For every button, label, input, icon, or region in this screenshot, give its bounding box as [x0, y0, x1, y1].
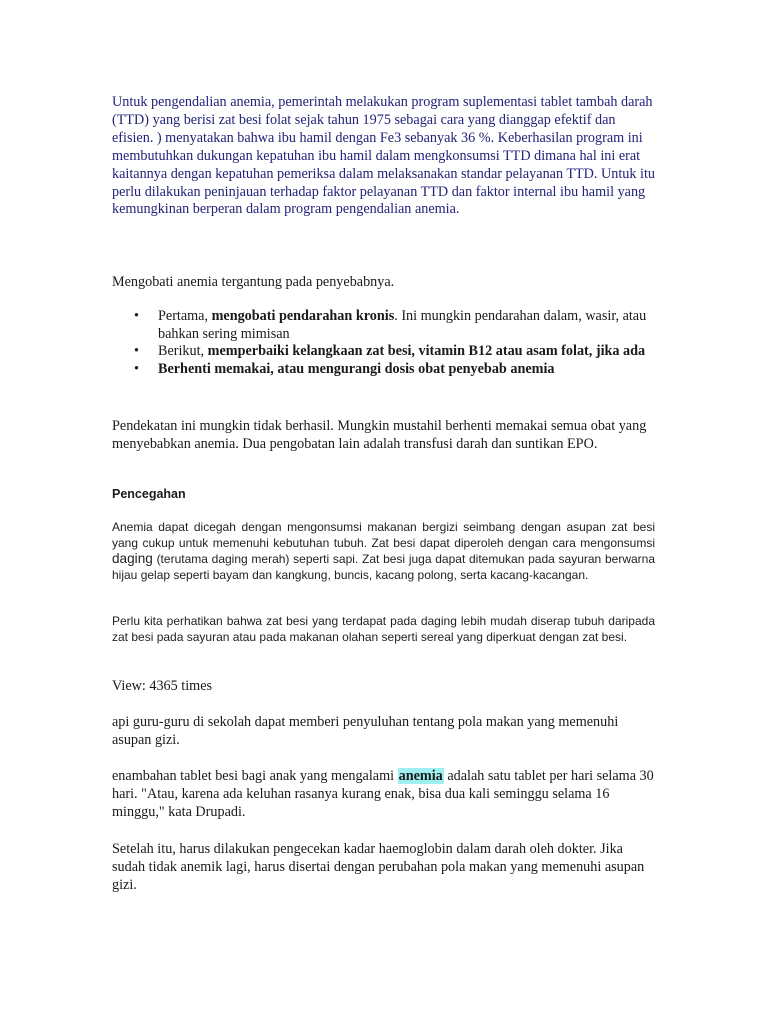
- list-item: [112, 343, 657, 361]
- step-suffix: . Ini mungkin pendarahan dalam, wasir, atau bahkan sering mimisan: [158, 308, 647, 342]
- tablet-paragraph: [112, 767, 657, 822]
- prevention-paragraph-1: [112, 520, 655, 583]
- step-prefix: Berikut,: [158, 343, 208, 359]
- prevention-heading: Pencegahan: [112, 487, 186, 501]
- step-bold-text: Berhenti memakai, atau mengurangi dosis obat penyebab anemia: [158, 360, 555, 377]
- tablet-text-after: adalah satu tablet per hari selama 30 hari. "Atau, karena ada keluhan rasanya kurang enak, bisa dua kali seminggu selama 16 minggu," kata Drupadi.: [112, 768, 654, 821]
- prevention-paragraph-2: Perlu kita perhatikan bahwa zat besi yang terdapat pada daging lebih mudah diserap tubuh daripada zat besi pada sayuran atau pada makanan olahan seperti sereal yang diperkuat dengan zat besi.: [112, 614, 655, 644]
- step-bold-text: mengobati pendarahan kronis: [211, 308, 395, 324]
- treatment-steps-list: [112, 308, 657, 378]
- guru-paragraph: api guru-guru di sekolah dapat memberi penyuluhan tentang pola makan yang memenuhi asupan gizi.: [112, 714, 619, 749]
- prevention-text-after: (terutama daging merah) seperti sapi. Zat besi juga dapat ditemukan pada sayuran berwarna hijau gelap seperti bayam dan kangkung, buncis, kacang polong, serta kacang-kacangan.: [112, 552, 655, 582]
- list-item: [112, 308, 657, 343]
- setelah-paragraph: Setelah itu, harus dilakukan pengecekan kadar haemoglobin dalam darah oleh dokter. Jika sudah tidak anemik lagi, harus disertai dengan perubahan pola makan yang memenuhi asupan gizi.: [112, 841, 645, 894]
- approach-paragraph: Pendekatan ini mungkin tidak berhasil. Mungkin mustahil berhenti memakai semua obat yang menyebabkan anemia. Dua pengobatan lain adalah transfusi darah dan suntikan EPO.: [112, 418, 647, 453]
- view-count: View: 4365 times: [112, 678, 213, 694]
- step-prefix: Pertama,: [158, 308, 212, 324]
- prevention-text-before: Anemia dapat dicegah dengan mengonsumsi makanan bergizi seimbang dengan asupan zat besi yang cukup untuk memenuhi kebutuhan tubuh. Zat besi dapat diperoleh dengan cara mengonsumsi: [112, 520, 655, 550]
- intro-paragraph: Untuk pengendalian anemia, pemerintah melakukan program suplementasi tablet tambah darah (TTD) yang berisi zat besi folat sejak tahun 1975 sebagai cara yang dianggap efektif dan efisien. ) menyatakan bahwa ibu hamil dengan Fe3 sebanyak 36 %. Keberhasilan program ini membutuhkan dukungan kepatuhan ibu hamil dalam mengkonsumsi TTD dimana hal ini erat kaitannya dengan kepatuhan pemeriksa dalam melaksanakan standar pelayanan TTD. Untuk itu perlu dilakukan peninjauan terhadap faktor pelayanan TTD dan faktor internal ibu hamil yang kemungkinan berperan dalam program pengendalian anemia.: [112, 94, 656, 218]
- bullet-icon: •: [134, 343, 139, 359]
- treatment-lead-text: Mengobati anemia tergantung pada penyebabnya.: [112, 274, 395, 290]
- bullet-icon: •: [134, 360, 139, 377]
- bullet-icon: •: [134, 308, 139, 324]
- step-bold-text: memperbaiki kelangkaan zat besi, vitamin B12 atau asam folat, jika ada: [207, 343, 646, 359]
- tablet-text-before: enambahan tablet besi bagi anak yang mengalami: [112, 768, 398, 784]
- list-item: [112, 361, 657, 379]
- anemia-highlight: anemia: [398, 768, 443, 784]
- daging-link: daging: [112, 551, 153, 566]
